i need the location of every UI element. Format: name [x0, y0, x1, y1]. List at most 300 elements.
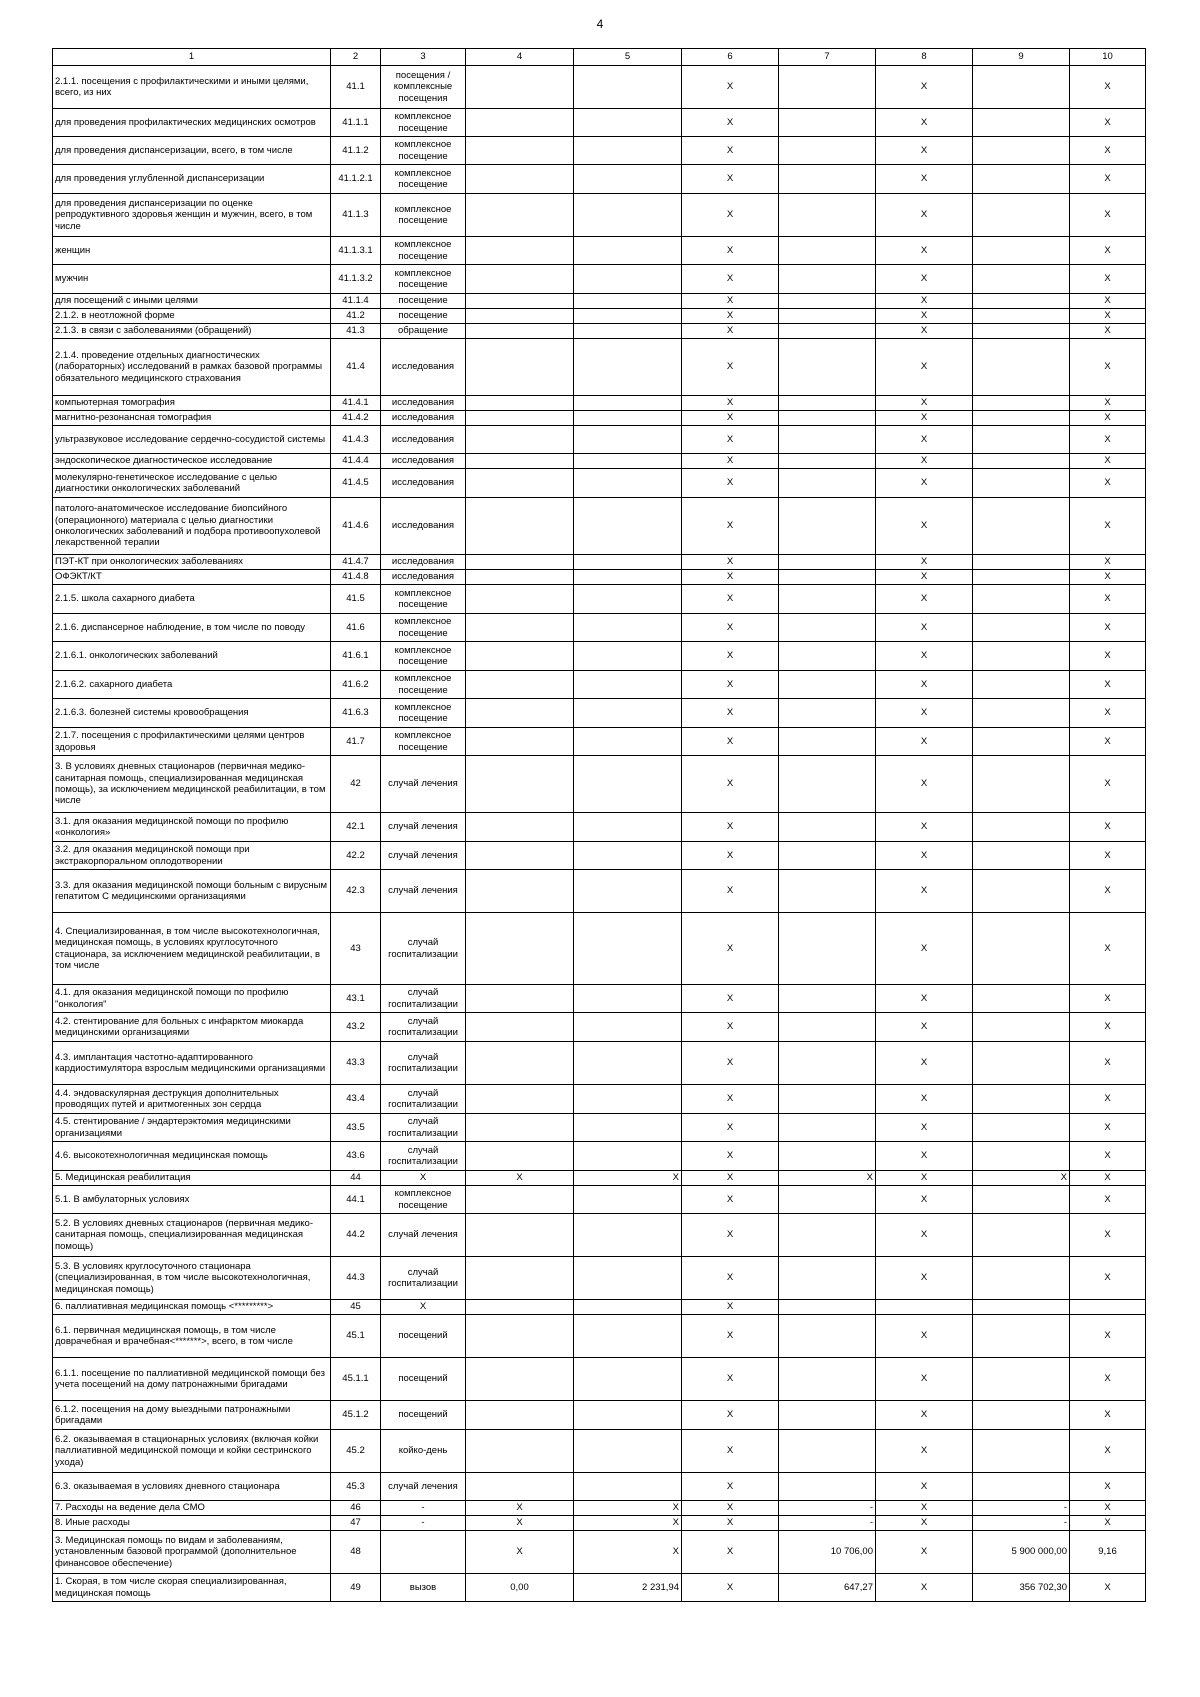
cell-col9	[973, 1401, 1070, 1430]
row-unit: посещения / комплексные посещения	[381, 66, 466, 109]
cell-col4	[466, 396, 574, 411]
row-code: 44.1	[331, 1186, 381, 1214]
row-name: 6.1.1. посещение по паллиативной медицинской помощи без учета посещений на дому патронажными бригадами	[53, 1358, 331, 1401]
cell-col7	[779, 1013, 876, 1042]
cell-col10: X	[1070, 1257, 1146, 1300]
row-code: 43.6	[331, 1142, 381, 1171]
table-row	[53, 1171, 1146, 1186]
cell-col4	[466, 1142, 574, 1171]
table-row	[53, 1315, 1146, 1358]
cell-col5	[574, 1300, 682, 1315]
column-header: 1	[53, 49, 331, 66]
row-code: 41.1.3.1	[331, 237, 381, 265]
cell-col4	[466, 324, 574, 339]
cell-col5	[574, 1085, 682, 1114]
cell-col8: X	[876, 1516, 973, 1531]
row-name: для проведения диспансеризации по оценке репродуктивного здоровья женщин и мужчин, всего, в том числе	[53, 194, 331, 237]
cell-col5	[574, 614, 682, 642]
table-row	[53, 294, 1146, 309]
cell-col8: X	[876, 1358, 973, 1401]
row-unit: исследования	[381, 411, 466, 426]
row-code: 41.6.1	[331, 642, 381, 671]
cell-col8: X	[876, 1473, 973, 1501]
row-name: 5. Медицинская реабилитация	[53, 1171, 331, 1186]
cell-col4: 0,00	[466, 1574, 574, 1602]
row-code: 49	[331, 1574, 381, 1602]
cell-col5	[574, 585, 682, 614]
row-unit: посещение	[381, 309, 466, 324]
cell-col5	[574, 728, 682, 756]
cell-col9	[973, 1300, 1070, 1315]
cell-col10: X	[1070, 1186, 1146, 1214]
cell-col9	[973, 614, 1070, 642]
cell-col10: X	[1070, 585, 1146, 614]
cell-col4	[466, 842, 574, 870]
row-name: 2.1.5. школа сахарного диабета	[53, 585, 331, 614]
row-unit: комплексное посещение	[381, 1186, 466, 1214]
column-header: 9	[973, 49, 1070, 66]
row-unit: комплексное посещение	[381, 642, 466, 671]
cell-col5	[574, 411, 682, 426]
cell-col6: X	[682, 1516, 779, 1531]
cell-col7	[779, 309, 876, 324]
cell-col6: X	[682, 570, 779, 585]
cell-col8: X	[876, 109, 973, 137]
cell-col8: X	[876, 339, 973, 396]
cell-col8: X	[876, 870, 973, 913]
cell-col10: X	[1070, 454, 1146, 469]
cell-col5: X	[574, 1171, 682, 1186]
cell-col9	[973, 1114, 1070, 1142]
row-name: патолого-анатомическое исследование биопсийного (операционного) материала с целью диагностики онкологических заболеваний и подбора противоопухолевой лекарственной терапии	[53, 498, 331, 555]
cell-col4: X	[466, 1171, 574, 1186]
cell-col6: X	[682, 842, 779, 870]
cell-col8: X	[876, 728, 973, 756]
cell-col9	[973, 1013, 1070, 1042]
cell-col4	[466, 411, 574, 426]
row-unit: X	[381, 1171, 466, 1186]
cell-col8: X	[876, 165, 973, 194]
table-row	[53, 1501, 1146, 1516]
cell-col4	[466, 1013, 574, 1042]
cell-col8: X	[876, 396, 973, 411]
table-row	[53, 137, 1146, 165]
column-header: 5	[574, 49, 682, 66]
cell-col4	[466, 555, 574, 570]
table-row	[53, 1358, 1146, 1401]
cell-col6: X	[682, 1214, 779, 1257]
cell-col5	[574, 756, 682, 813]
cell-col9	[973, 913, 1070, 985]
cell-col9	[973, 728, 1070, 756]
cell-col8: X	[876, 1186, 973, 1214]
cell-col10: X	[1070, 842, 1146, 870]
row-unit: вызов	[381, 1574, 466, 1602]
cell-col6: X	[682, 339, 779, 396]
cell-col4	[466, 137, 574, 165]
cell-col6: X	[682, 265, 779, 294]
cell-col7	[779, 237, 876, 265]
cell-col9	[973, 469, 1070, 498]
cell-col10: X	[1070, 1013, 1146, 1042]
cell-col9	[973, 265, 1070, 294]
row-unit: исследования	[381, 498, 466, 555]
row-unit: комплексное посещение	[381, 137, 466, 165]
row-unit: комплексное посещение	[381, 165, 466, 194]
row-code: 45.3	[331, 1473, 381, 1501]
cell-col6: X	[682, 1401, 779, 1430]
cell-col5	[574, 1142, 682, 1171]
cell-col8: X	[876, 1257, 973, 1300]
row-unit: посещение	[381, 294, 466, 309]
table-row	[53, 671, 1146, 699]
cell-col8: X	[876, 813, 973, 842]
cell-col10: X	[1070, 1501, 1146, 1516]
cell-col9	[973, 699, 1070, 728]
cell-col6: X	[682, 1142, 779, 1171]
cell-col5	[574, 109, 682, 137]
row-unit: исследования	[381, 339, 466, 396]
cell-col8: X	[876, 585, 973, 614]
cell-col8: X	[876, 454, 973, 469]
cell-col5	[574, 1473, 682, 1501]
row-name: 3.2. для оказания медицинской помощи при экстракорпоральном оплодотворении	[53, 842, 331, 870]
row-unit: случай лечения	[381, 842, 466, 870]
cell-col6: X	[682, 498, 779, 555]
row-name: 2.1.6.3. болезней системы кровообращения	[53, 699, 331, 728]
row-name: для проведения профилактических медицинских осмотров	[53, 109, 331, 137]
row-unit: койко-день	[381, 1430, 466, 1473]
cell-col10: X	[1070, 728, 1146, 756]
cell-col6: X	[682, 1473, 779, 1501]
cell-col5	[574, 165, 682, 194]
row-code: 41.4.8	[331, 570, 381, 585]
cell-col8: X	[876, 555, 973, 570]
row-name: 2.1.3. в связи с заболеваниями (обращений)	[53, 324, 331, 339]
cell-col4	[466, 699, 574, 728]
row-code: 41.4.2	[331, 411, 381, 426]
row-unit: случай госпитализации	[381, 1085, 466, 1114]
cell-col10: X	[1070, 570, 1146, 585]
row-unit: -	[381, 1501, 466, 1516]
table-row	[53, 1531, 1146, 1574]
cell-col8: X	[876, 411, 973, 426]
row-code: 43	[331, 913, 381, 985]
row-unit: обращение	[381, 324, 466, 339]
cell-col5: X	[574, 1516, 682, 1531]
cell-col9	[973, 294, 1070, 309]
cell-col5	[574, 1257, 682, 1300]
row-name: 6.2. оказываемая в стационарных условиях (включая койки паллиативной медицинской помощи и койки сестринского ухода)	[53, 1430, 331, 1473]
cell-col8: X	[876, 913, 973, 985]
cell-col8: X	[876, 642, 973, 671]
cell-col6: X	[682, 614, 779, 642]
row-name: ОФЭКТ/КТ	[53, 570, 331, 585]
table-row	[53, 570, 1146, 585]
row-name: 3.1. для оказания медицинской помощи по профилю «онкология»	[53, 813, 331, 842]
cell-col6: X	[682, 1114, 779, 1142]
cell-col7	[779, 1142, 876, 1171]
cell-col7	[779, 137, 876, 165]
table-row	[53, 1430, 1146, 1473]
cell-col4	[466, 265, 574, 294]
cell-col8: X	[876, 1401, 973, 1430]
cell-col9: -	[973, 1516, 1070, 1531]
cell-col9	[973, 1358, 1070, 1401]
cell-col4	[466, 728, 574, 756]
row-code: 41.6	[331, 614, 381, 642]
cell-col8: X	[876, 614, 973, 642]
cell-col7	[779, 913, 876, 985]
cell-col8: X	[876, 1114, 973, 1142]
cell-col6: X	[682, 1085, 779, 1114]
cell-col10: X	[1070, 165, 1146, 194]
cell-col9	[973, 570, 1070, 585]
cell-col6: X	[682, 396, 779, 411]
table-row	[53, 1013, 1146, 1042]
row-unit: комплексное посещение	[381, 194, 466, 237]
row-name: для проведения углубленной диспансеризации	[53, 165, 331, 194]
cell-col9: 5 900 000,00	[973, 1531, 1070, 1574]
row-code: 43.3	[331, 1042, 381, 1085]
cell-col5	[574, 985, 682, 1013]
cell-col8: X	[876, 426, 973, 454]
cell-col7: 647,27	[779, 1574, 876, 1602]
cell-col5	[574, 813, 682, 842]
row-unit: исследования	[381, 426, 466, 454]
row-code: 41.7	[331, 728, 381, 756]
cell-col4	[466, 1315, 574, 1358]
cell-col9	[973, 642, 1070, 671]
cell-col9	[973, 671, 1070, 699]
row-code: 41.1.3.2	[331, 265, 381, 294]
cell-col7	[779, 1473, 876, 1501]
cell-col10: X	[1070, 137, 1146, 165]
cell-col8: X	[876, 1142, 973, 1171]
cell-col8: X	[876, 194, 973, 237]
row-name: 2.1.7. посещения с профилактическими целями центров здоровья	[53, 728, 331, 756]
cell-col8: X	[876, 1574, 973, 1602]
cell-col6: X	[682, 426, 779, 454]
cell-col4	[466, 1085, 574, 1114]
cell-col10: X	[1070, 469, 1146, 498]
cell-col6: X	[682, 1501, 779, 1516]
row-name: 4.4. эндоваскулярная деструкция дополнительных проводящих путей и аритмогенных зон сердца	[53, 1085, 331, 1114]
cell-col9	[973, 426, 1070, 454]
cell-col9	[973, 137, 1070, 165]
table-row	[53, 1042, 1146, 1085]
cell-col6: X	[682, 985, 779, 1013]
cell-col8: X	[876, 1013, 973, 1042]
cell-col6: X	[682, 913, 779, 985]
cell-col9	[973, 585, 1070, 614]
row-unit: случай госпитализации	[381, 1013, 466, 1042]
row-code: 45.1	[331, 1315, 381, 1358]
table-row	[53, 1142, 1146, 1171]
table-row	[53, 555, 1146, 570]
cell-col7	[779, 165, 876, 194]
row-name: 1. Скорая, в том числе скорая специализированная, медицинская помощь	[53, 1574, 331, 1602]
cell-col9	[973, 194, 1070, 237]
row-name: мужчин	[53, 265, 331, 294]
cell-col5	[574, 1114, 682, 1142]
cell-col10	[1070, 1300, 1146, 1315]
table-row	[53, 411, 1146, 426]
cell-col4	[466, 570, 574, 585]
cell-col10: X	[1070, 555, 1146, 570]
row-unit: случай госпитализации	[381, 985, 466, 1013]
table-row	[53, 642, 1146, 671]
cell-col9	[973, 498, 1070, 555]
row-unit: исследования	[381, 396, 466, 411]
row-name: 4.6. высокотехнологичная медицинская помощь	[53, 1142, 331, 1171]
cell-col6: X	[682, 1300, 779, 1315]
cell-col10: X	[1070, 237, 1146, 265]
cell-col7	[779, 498, 876, 555]
row-code: 45.1.2	[331, 1401, 381, 1430]
cell-col4	[466, 642, 574, 671]
row-name: 7. Расходы на ведение дела СМО	[53, 1501, 331, 1516]
row-code: 43.5	[331, 1114, 381, 1142]
row-name: 3. В условиях дневных стационаров (первичная медико-санитарная помощь, специализированная медицинская помощь), за исключением медицинской реабилитации, в том числе	[53, 756, 331, 813]
cell-col6: X	[682, 324, 779, 339]
cell-col7	[779, 1114, 876, 1142]
cell-col9	[973, 1315, 1070, 1358]
row-unit: X	[381, 1300, 466, 1315]
cell-col6: X	[682, 813, 779, 842]
cell-col7: -	[779, 1516, 876, 1531]
row-name: 3.3. для оказания медицинской помощи больным с вирусным гепатитом С медицинскими организациями	[53, 870, 331, 913]
table-row	[53, 1574, 1146, 1602]
cell-col10: X	[1070, 614, 1146, 642]
cell-col9	[973, 1042, 1070, 1085]
page-number: 4	[596, 17, 604, 31]
row-unit: случай лечения	[381, 1473, 466, 1501]
table-row	[53, 985, 1146, 1013]
row-code: 41.6.2	[331, 671, 381, 699]
row-unit: посещений	[381, 1315, 466, 1358]
column-header: 8	[876, 49, 973, 66]
table-row	[53, 842, 1146, 870]
row-unit: случай госпитализации	[381, 1114, 466, 1142]
cell-col7	[779, 396, 876, 411]
cell-col5	[574, 498, 682, 555]
cell-col9	[973, 411, 1070, 426]
row-name: ультразвуковое исследование сердечно-сосудистой системы	[53, 426, 331, 454]
row-name: молекулярно-генетическое исследование с целью диагностики онкологических заболеваний	[53, 469, 331, 498]
cell-col4	[466, 339, 574, 396]
cell-col5	[574, 137, 682, 165]
cell-col7	[779, 1042, 876, 1085]
cell-col6: X	[682, 585, 779, 614]
cell-col8: X	[876, 985, 973, 1013]
cell-col7	[779, 411, 876, 426]
cell-col4	[466, 756, 574, 813]
cell-col8: X	[876, 1214, 973, 1257]
cell-col5: X	[574, 1501, 682, 1516]
row-code: 41.1	[331, 66, 381, 109]
cell-col6: X	[682, 294, 779, 309]
cell-col9	[973, 1430, 1070, 1473]
cell-col6: X	[682, 165, 779, 194]
cell-col5	[574, 194, 682, 237]
row-code: 42.2	[331, 842, 381, 870]
row-code: 41.2	[331, 309, 381, 324]
row-unit: исследования	[381, 570, 466, 585]
row-unit: комплексное посещение	[381, 614, 466, 642]
cell-col9	[973, 985, 1070, 1013]
table-row	[53, 728, 1146, 756]
cell-col5	[574, 396, 682, 411]
cell-col9	[973, 1214, 1070, 1257]
cell-col5	[574, 1358, 682, 1401]
cell-col5	[574, 265, 682, 294]
cell-col5	[574, 1042, 682, 1085]
table-row	[53, 469, 1146, 498]
row-unit: комплексное посещение	[381, 728, 466, 756]
cell-col10: X	[1070, 642, 1146, 671]
row-code: 48	[331, 1531, 381, 1574]
cell-col10: X	[1070, 339, 1146, 396]
cell-col9	[973, 1085, 1070, 1114]
cell-col4	[466, 1300, 574, 1315]
table-row	[53, 1516, 1146, 1531]
row-code: 45.1.1	[331, 1358, 381, 1401]
cell-col6: X	[682, 1358, 779, 1401]
cell-col8: X	[876, 1430, 973, 1473]
table-row	[53, 324, 1146, 339]
cell-col4	[466, 985, 574, 1013]
row-unit: посещений	[381, 1358, 466, 1401]
cell-col6: X	[682, 1042, 779, 1085]
cell-col4	[466, 1042, 574, 1085]
cell-col10: X	[1070, 265, 1146, 294]
row-name: 6. паллиативная медицинская помощь <*********>	[53, 1300, 331, 1315]
cell-col10: X	[1070, 1171, 1146, 1186]
row-name: магнитно-резонансная томография	[53, 411, 331, 426]
cell-col6: X	[682, 454, 779, 469]
row-code: 42	[331, 756, 381, 813]
cell-col10: 9,16	[1070, 1531, 1146, 1574]
cell-col7	[779, 555, 876, 570]
row-name: 2.1.1. посещения с профилактическими и иными целями, всего, из них	[53, 66, 331, 109]
cell-col8: X	[876, 265, 973, 294]
cell-col10: X	[1070, 66, 1146, 109]
cell-col7: -	[779, 1501, 876, 1516]
column-header: 6	[682, 49, 779, 66]
cell-col10: X	[1070, 1516, 1146, 1531]
row-unit: комплексное посещение	[381, 671, 466, 699]
data-table	[52, 48, 1146, 1602]
cell-col7	[779, 699, 876, 728]
cell-col7	[779, 66, 876, 109]
row-unit: комплексное посещение	[381, 585, 466, 614]
row-name: 2.1.2. в неотложной форме	[53, 309, 331, 324]
cell-col7	[779, 109, 876, 137]
cell-col8: X	[876, 699, 973, 728]
cell-col6: X	[682, 237, 779, 265]
row-name: женщин	[53, 237, 331, 265]
cell-col8	[876, 1300, 973, 1315]
row-code: 41.4	[331, 339, 381, 396]
row-name: 4.1. для оказания медицинской помощи по профилю "онкология"	[53, 985, 331, 1013]
table-row	[53, 426, 1146, 454]
row-name: 2.1.6. диспансерное наблюдение, в том числе по поводу	[53, 614, 331, 642]
cell-col4	[466, 1401, 574, 1430]
row-code: 41.4.4	[331, 454, 381, 469]
cell-col7	[779, 294, 876, 309]
row-name: 5.3. В условиях круглосуточного стационара (специализированная, в том числе высокотехнологичная, медицинская помощь)	[53, 1257, 331, 1300]
